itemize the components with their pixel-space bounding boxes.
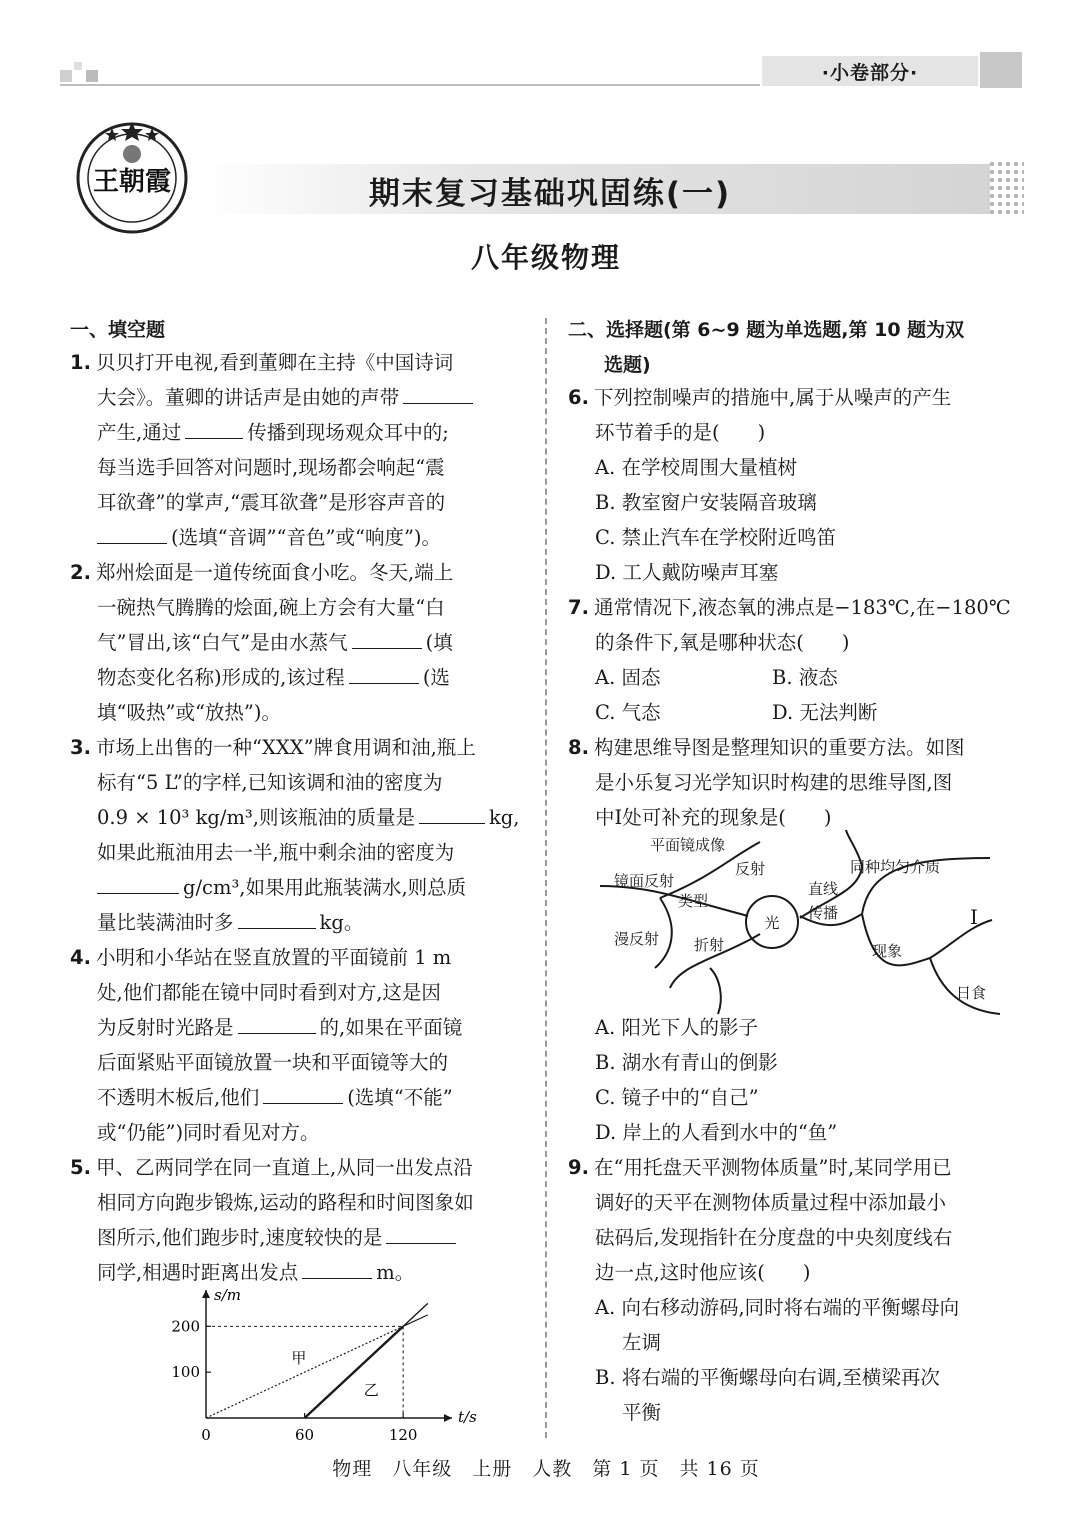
map-node-phenomena: 现象 — [872, 942, 903, 960]
answer-blank[interactable] — [349, 665, 419, 684]
option-9a-cont: 左调 — [622, 1331, 662, 1354]
map-node-light: 光 — [764, 914, 780, 932]
question-number: 7. — [568, 596, 589, 619]
x-axis-label: t/s — [458, 1408, 477, 1426]
section-heading-multiple-choice-cont: 选题) — [604, 354, 651, 376]
question-number: 6. — [568, 386, 589, 409]
answer-blank[interactable] — [97, 525, 167, 544]
question-9-line — [568, 1153, 952, 1183]
map-node-diffuse: 漫反射 — [614, 930, 660, 948]
question-4-line — [97, 1083, 453, 1113]
map-node-eclipse: 日食 — [956, 984, 987, 1002]
series-yi-line-ext — [403, 1303, 428, 1326]
question-text: 同学,相遇时距离出发点 — [97, 1261, 299, 1284]
question-5-line — [70, 1153, 473, 1183]
question-number: 2. — [70, 561, 91, 584]
question-text: m。 — [376, 1261, 415, 1284]
section-heading-fill-blank: 一、填空题 — [70, 319, 166, 341]
logo-text: 王朝霞 — [92, 167, 172, 197]
question-text: 中Ⅰ处可补充的现象是( — [595, 806, 786, 829]
question-text: 小明和小华站在竖直放置的平面镜前 1 m — [96, 946, 452, 969]
option-7d[interactable]: D. 无法判断 — [772, 701, 878, 724]
corner-square — [74, 62, 82, 70]
question-text: 的,如果在平面镜 — [319, 1016, 463, 1039]
question-9-line: 调好的天平在测物体质量过程中添加最小 — [595, 1191, 947, 1214]
question-2-line: 填“吸热”或“放热”)。 — [97, 701, 281, 724]
question-text: 的条件下,氧是哪种状态( — [595, 631, 804, 654]
question-4-line — [70, 943, 451, 973]
question-number: 1. — [70, 351, 91, 374]
option-8b[interactable]: B. 湖水有青山的倒影 — [595, 1051, 778, 1074]
map-branch — [600, 886, 748, 916]
question-1-line — [97, 523, 441, 553]
x-axis-arrow — [444, 1414, 452, 1422]
question-5-line — [97, 1258, 414, 1288]
question-5-line: 相同方向跑步锻炼,运动的路程和时间图象如 — [97, 1191, 474, 1214]
question-number: 9. — [568, 1156, 589, 1179]
page-title: 期末复习基础巩固练(一) — [368, 176, 732, 212]
series-jia-line-ext — [403, 1315, 428, 1326]
column-divider — [545, 318, 547, 1438]
question-4-line: 或“仍能”)同时看见对方。 — [97, 1121, 320, 1144]
question-text: 甲、乙两同学在同一直道上,从同一出发点沿 — [96, 1156, 473, 1179]
x-tick-label: 0 — [201, 1426, 211, 1444]
y-tick-label: 200 — [171, 1317, 200, 1336]
page-subtitle: 八年级物理 — [470, 241, 621, 274]
question-4-line: 后面紧贴平面镜放置一块和平面镜等大的 — [97, 1051, 449, 1074]
question-3-line: 标有“5 L”的字样,已知该调和油的密度为 — [97, 771, 443, 794]
question-text: 下列控制噪声的措施中,属于从噪声的产生 — [594, 386, 952, 409]
option-6c[interactable]: C. 禁止汽车在学校附近鸣笛 — [595, 526, 837, 549]
question-4-line: 处,他们都能在镜中同时看到对方,这是因 — [97, 981, 441, 1004]
question-7-line — [595, 628, 849, 658]
series-yi-label: 乙 — [363, 1381, 379, 1400]
question-text: 郑州烩面是一道传统面食小吃。冬天,端上 — [96, 561, 454, 584]
map-node-blank-I: Ⅰ — [970, 905, 978, 929]
question-1-line: 耳欲聋”的掌声,“震耳欲聋”是形容声音的 — [97, 491, 446, 514]
question-number: 5. — [70, 1156, 91, 1179]
map-node-reflection: 反射 — [735, 860, 766, 878]
answer-blank[interactable] — [352, 630, 422, 649]
option-9b-cont: 平衡 — [622, 1401, 662, 1424]
question-3-line: 如果此瓶油用去一半,瓶中剩余油的密度为 — [97, 841, 455, 864]
question-1-line — [70, 348, 453, 378]
answer-blank[interactable] — [185, 420, 243, 439]
option-8d[interactable]: D. 岸上的人看到水中的“鱼” — [595, 1121, 838, 1144]
question-9-line — [595, 1258, 810, 1288]
question-text: 为反射时光路是 — [97, 1016, 234, 1039]
question-text: ) — [802, 1261, 811, 1284]
question-text: 图所示,他们跑步时,速度较快的是 — [97, 1226, 383, 1249]
option-8c[interactable]: C. 镜子中的“自己” — [595, 1086, 759, 1109]
question-text: 贝贝打开电视,看到董卿在主持《中国诗词 — [96, 351, 454, 374]
question-number: 8. — [568, 736, 589, 759]
option-6b[interactable]: B. 教室窗户安装隔音玻璃 — [595, 491, 817, 514]
question-9-line: 砝码后,发现指针在分度盘的中央刻度线右 — [595, 1226, 953, 1249]
answer-blank[interactable] — [263, 1085, 343, 1104]
option-6d[interactable]: D. 工人戴防噪声耳塞 — [595, 561, 779, 584]
question-text: 构建思维导图是整理知识的重要方法。如图 — [594, 736, 965, 759]
wangzhaoxia-logo — [74, 118, 190, 234]
option-6a[interactable]: A. 在学校周围大量植树 — [595, 456, 797, 479]
question-text: g/cm³,如果用此瓶装满水,则总质 — [183, 876, 467, 899]
question-5-line — [97, 1223, 460, 1253]
map-branch — [710, 968, 721, 1014]
answer-blank[interactable] — [403, 385, 473, 404]
section-tag: ·小卷部分· — [762, 56, 978, 86]
option-7b[interactable]: B. 液态 — [772, 666, 838, 689]
question-text: 大会》。董卿的讲话声是由她的声带 — [97, 386, 400, 409]
question-text: (填 — [425, 631, 453, 654]
question-4-line — [97, 1013, 462, 1043]
header-rule — [60, 84, 760, 86]
question-text: (选 — [422, 666, 450, 689]
x-tick-label: 120 — [388, 1426, 418, 1444]
answer-blank[interactable] — [238, 910, 316, 929]
distance-time-chart — [150, 1286, 477, 1450]
question-text: kg。 — [319, 911, 364, 934]
question-6-line — [595, 418, 765, 448]
corner-square — [86, 70, 98, 82]
question-text: (选填“音调”“音色”或“响度”)。 — [171, 526, 442, 549]
question-text: 通常情况下,液态氧的沸点是−183℃,在−180℃ — [594, 596, 1011, 619]
question-number: 3. — [70, 736, 91, 759]
question-text: 不透明木板后,他们 — [97, 1086, 260, 1109]
question-1-line — [97, 383, 477, 413]
map-node-type: 类型 — [678, 892, 709, 910]
optics-mind-map — [600, 828, 1010, 1018]
option-9a[interactable]: A. 向右移动游码,同时将右端的平衡螺母向 — [595, 1296, 960, 1319]
question-2-line: 一碗热气腾腾的烩面,碗上方会有大量“白 — [97, 596, 445, 619]
answer-blank[interactable] — [386, 1225, 456, 1244]
question-8-line — [568, 733, 965, 763]
question-3-line — [97, 873, 466, 903]
series-yi-line — [305, 1326, 404, 1418]
map-node-propagation: 传播 — [808, 904, 839, 922]
option-7a[interactable]: A. 固态 — [595, 666, 661, 689]
question-7-line — [568, 593, 1011, 623]
question-number: 4. — [70, 946, 91, 969]
question-text: 环节着手的是( — [595, 421, 720, 444]
map-node-uniform-medium: 同种均匀介质 — [850, 858, 941, 876]
x-tick-label: 60 — [295, 1426, 315, 1444]
question-text: (选填“不能” — [347, 1086, 453, 1109]
answer-blank[interactable] — [238, 1015, 316, 1034]
question-text: 气”冒出,该“白气”是由水蒸气 — [97, 631, 348, 654]
map-node-plane-mirror: 平面镜成像 — [650, 836, 726, 854]
question-text: 传播到现场观众耳中的; — [247, 421, 449, 444]
answer-blank[interactable] — [97, 875, 179, 894]
y-axis-label: s/m — [214, 1286, 241, 1304]
question-8-line: 是小乐复习光学知识时构建的思维导图,图 — [595, 771, 953, 794]
question-1-line — [97, 418, 449, 448]
question-3-line — [97, 803, 519, 833]
y-axis-arrow — [202, 1290, 210, 1298]
map-node-refraction: 折射 — [694, 936, 725, 954]
question-2-line — [70, 558, 453, 588]
question-2-line — [97, 628, 453, 658]
question-text: ) — [823, 806, 832, 829]
option-9b[interactable]: B. 将右端的平衡螺母向右调,至横梁再次 — [595, 1366, 940, 1389]
question-text: kg, — [488, 806, 520, 829]
option-8a[interactable]: A. 阳光下人的影子 — [595, 1016, 758, 1039]
series-jia-label: 甲 — [291, 1349, 307, 1367]
section-tag-end-block — [980, 52, 1022, 88]
corner-square — [60, 70, 72, 82]
page-footer: 物理 八年级 上册 人教 第 1 页 共 16 页 — [332, 1458, 760, 1480]
question-text: 量比装满油时多 — [97, 911, 234, 934]
question-text: 物态变化名称)形成的,该过程 — [97, 666, 345, 689]
answer-blank[interactable] — [419, 805, 485, 824]
question-1-line: 每当选手回答对问题时,现场都会响起“震 — [97, 456, 445, 479]
series-jia-line — [206, 1326, 403, 1418]
question-6-line — [568, 383, 951, 413]
y-tick-label: 100 — [171, 1363, 200, 1382]
question-text: ) — [757, 421, 766, 444]
option-7c[interactable]: C. 气态 — [595, 701, 661, 724]
map-node-straight: 直线 — [808, 880, 839, 898]
question-3-line — [97, 908, 363, 938]
question-2-line — [97, 663, 450, 693]
title-dot-pattern — [988, 160, 1024, 216]
section-heading-multiple-choice: 二、选择题(第 6~9 题为单选题,第 10 题为双 — [568, 319, 965, 341]
question-text: 产生,通过 — [97, 421, 182, 444]
question-text: ) — [841, 631, 850, 654]
map-node-specular: 镜面反射 — [614, 872, 675, 890]
question-3-line — [70, 733, 476, 763]
question-text: 0.9 × 10³ kg/m³,则该瓶油的质量是 — [97, 806, 415, 829]
question-text: 市场上出售的一种“XXX”牌食用调和油,瓶上 — [96, 736, 476, 759]
question-text: 边一点,这时他应该( — [595, 1261, 765, 1284]
answer-blank[interactable] — [302, 1260, 372, 1279]
question-text: 在“用托盘天平测物体质量”时,某同学用已 — [594, 1156, 952, 1179]
